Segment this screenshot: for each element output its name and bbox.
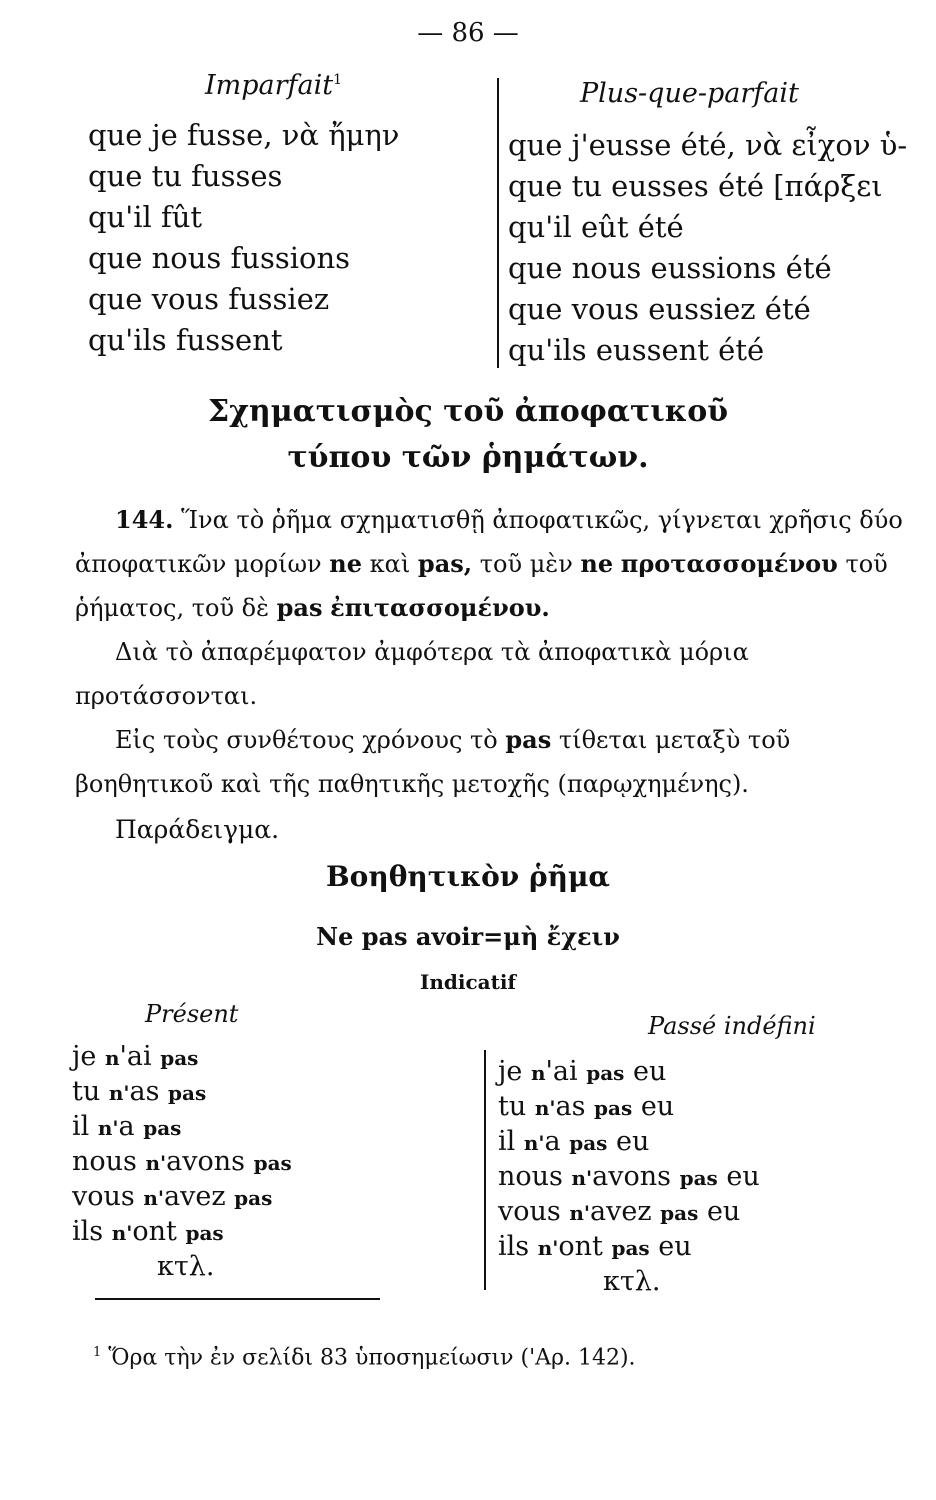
imparfait-title [205, 70, 342, 101]
word-pas: pas [276, 593, 323, 622]
present-line [72, 1145, 292, 1180]
word-ne: ne [580, 549, 614, 578]
column-divider [497, 78, 499, 368]
passe-line [498, 1125, 760, 1160]
imparfait-list [88, 115, 399, 361]
verb-form: 'ai [119, 1041, 161, 1072]
neg-pas: pas [253, 1151, 292, 1175]
pronoun: tu [498, 1091, 535, 1122]
verb-form: as [555, 1091, 595, 1122]
participle: eu [649, 1231, 692, 1262]
neg-ne: n' [537, 1236, 559, 1260]
verb-form: avez [590, 1196, 661, 1227]
paragraph-number: 144. [115, 505, 174, 534]
plus-que-parfait-line: que j'eusse été, νὰ εἶχον ὑ- [508, 128, 908, 162]
pronoun: tu [72, 1076, 109, 1107]
footnote-text: Ὅρα τὴν ἐν σελίδι 83 ὑποσημείωσιν ('Αρ. 142). [108, 1345, 636, 1371]
neg-ne: n' [143, 1186, 165, 1210]
plus-que-parfait-line: qu'ils eussent été [508, 333, 765, 367]
verb-form: ont [558, 1231, 612, 1262]
verb-form: 'ai [545, 1056, 587, 1087]
present-line [72, 1040, 292, 1075]
verb-form: avez [164, 1181, 235, 1212]
verb-form: a [118, 1111, 144, 1142]
participle: eu [717, 1161, 760, 1192]
verb-form: avons [592, 1161, 680, 1192]
pronoun: ils [498, 1231, 538, 1262]
pronoun: vous [72, 1181, 144, 1212]
word-epitassomenou: ἐπιτασσομένου. [330, 593, 550, 622]
passe-line [498, 1195, 760, 1230]
footnote-mark: 1 [333, 72, 343, 88]
imparfait-line: que vous fussiez [88, 282, 330, 316]
imparfait-line: que tu fusses [88, 159, 283, 193]
paragraph-2: Διὰ τὸ ἀπαρέμφατον ἀμφότερα τὰ ἀποφατικὰ μόρια προτάσσονται. [75, 638, 749, 710]
verb-form: as [129, 1076, 169, 1107]
verb-form: ont [132, 1216, 186, 1247]
present-line [72, 1180, 292, 1215]
neg-ne: n' [97, 1116, 119, 1140]
passe-indefini-list [498, 1055, 760, 1298]
paragraph-3 [75, 718, 920, 806]
word-tou-men: τοῦ μὲν [479, 550, 573, 578]
pronoun: vous [498, 1196, 570, 1227]
section-heading-line2: τύπου τῶν ῥημάτων. [287, 440, 649, 475]
paragraph-144 [75, 498, 920, 630]
plus-que-parfait-line: que nous eussions été [508, 251, 832, 285]
word-kai: καὶ [369, 550, 411, 578]
neg-ne: n' [569, 1201, 591, 1225]
neg-pas: pas [185, 1221, 224, 1245]
participle: eu [632, 1091, 675, 1122]
passe-indefini-title: Passé indéfini [648, 1012, 816, 1040]
neg-ne: n [104, 1046, 120, 1070]
paragraph-3-part2: τίθεται μεταξὺ τοῦ βοηθητικοῦ καὶ τῆς παθητικῆς μετοχῆς (παρῳχημένης). [75, 726, 791, 798]
imparfait-line: qu'ils fussent [88, 323, 283, 357]
neg-pas: pas [569, 1131, 608, 1155]
pronoun: nous [498, 1161, 572, 1192]
passe-line [498, 1230, 760, 1265]
word-protassomenou: προτασσομένου [620, 549, 838, 578]
plus-que-parfait-line: qu'il eût été [508, 210, 684, 244]
neg-pas: pas [679, 1166, 718, 1190]
pronoun: ils [72, 1216, 112, 1247]
participle: eu [698, 1196, 741, 1227]
imparfait-line: qu'il fût [88, 200, 203, 234]
present-line [72, 1110, 292, 1145]
present-line [72, 1215, 292, 1250]
footnote-mark: 1 [93, 1345, 102, 1360]
neg-pas: pas [168, 1081, 207, 1105]
example-label: Παράδειγμα. [115, 815, 280, 844]
present-etc: κτλ. [157, 1251, 215, 1282]
neg-pas: pas [611, 1236, 650, 1260]
verb-form: avons [166, 1146, 254, 1177]
imparfait-line: que nous fussions [88, 241, 351, 275]
word-pas: pas [505, 725, 552, 754]
verb-subheading: Ne pas avoir=μὴ ἔχειν [316, 922, 620, 951]
word-ne: ne [329, 549, 363, 578]
neg-pas: pas [160, 1046, 199, 1070]
neg-pas: pas [234, 1186, 273, 1210]
neg-pas: pas [660, 1201, 699, 1225]
passe-line [498, 1160, 760, 1195]
passe-line [498, 1090, 760, 1125]
neg-pas: pas [594, 1096, 633, 1120]
plus-que-parfait-line: que vous eussiez été [508, 292, 811, 326]
pronoun: je [72, 1041, 105, 1072]
footnote-rule [95, 1298, 380, 1300]
participle: eu [624, 1056, 667, 1087]
present-title: Présent [145, 1000, 239, 1028]
present-line [72, 1075, 292, 1110]
neg-ne: n' [523, 1131, 545, 1155]
word-tou-rhematos: τοῦ ῥήματος, τοῦ δὲ [75, 550, 888, 622]
page-number: — 86 — [417, 18, 519, 48]
neg-ne: n [530, 1061, 546, 1085]
footnote [93, 1345, 636, 1370]
imparfait-title-text: Imparfait [205, 70, 334, 101]
imparfait-line: que je fusse, νὰ ἤμην [88, 118, 400, 152]
neg-ne: n' [534, 1096, 556, 1120]
mood-heading: Indicatif [419, 970, 517, 994]
pronoun: il [72, 1111, 98, 1142]
neg-ne: n' [108, 1081, 130, 1105]
neg-ne: n' [571, 1166, 593, 1190]
pronoun: je [498, 1056, 531, 1087]
neg-ne: n' [145, 1151, 167, 1175]
neg-ne: n' [111, 1221, 133, 1245]
passe-etc: κτλ. [603, 1266, 661, 1297]
pronoun: nous [72, 1146, 146, 1177]
plus-que-parfait-line: que tu eusses été [πάρξει [508, 169, 883, 203]
section-heading-line1: Σχηματισμὸς τοῦ ἀποφατικοῦ [207, 394, 729, 429]
verb-form: a [544, 1126, 570, 1157]
paragraph-text: Ἵνα τὸ ῥῆμα σχηματισθῇ ἀποφατικῶς, γίγνεται χρῆσις δύο ἀποφατικῶν μορίων [75, 506, 903, 578]
paragraph-3-part1: Εἰς τοὺς συνθέτους χρόνους τὸ [115, 726, 498, 754]
neg-pas: pas [586, 1061, 625, 1085]
participle: eu [607, 1126, 650, 1157]
neg-pas: pas [143, 1116, 182, 1140]
passe-line [498, 1055, 760, 1090]
verb-heading: Βοηθητικὸν ῥῆμα [326, 860, 610, 893]
conjugation-divider [484, 1050, 486, 1290]
plus-que-parfait-list [508, 125, 907, 371]
plus-que-parfait-title: Plus-que-parfait [580, 78, 799, 109]
pronoun: il [498, 1126, 524, 1157]
word-pas: pas, [417, 549, 473, 578]
present-list [72, 1040, 292, 1283]
